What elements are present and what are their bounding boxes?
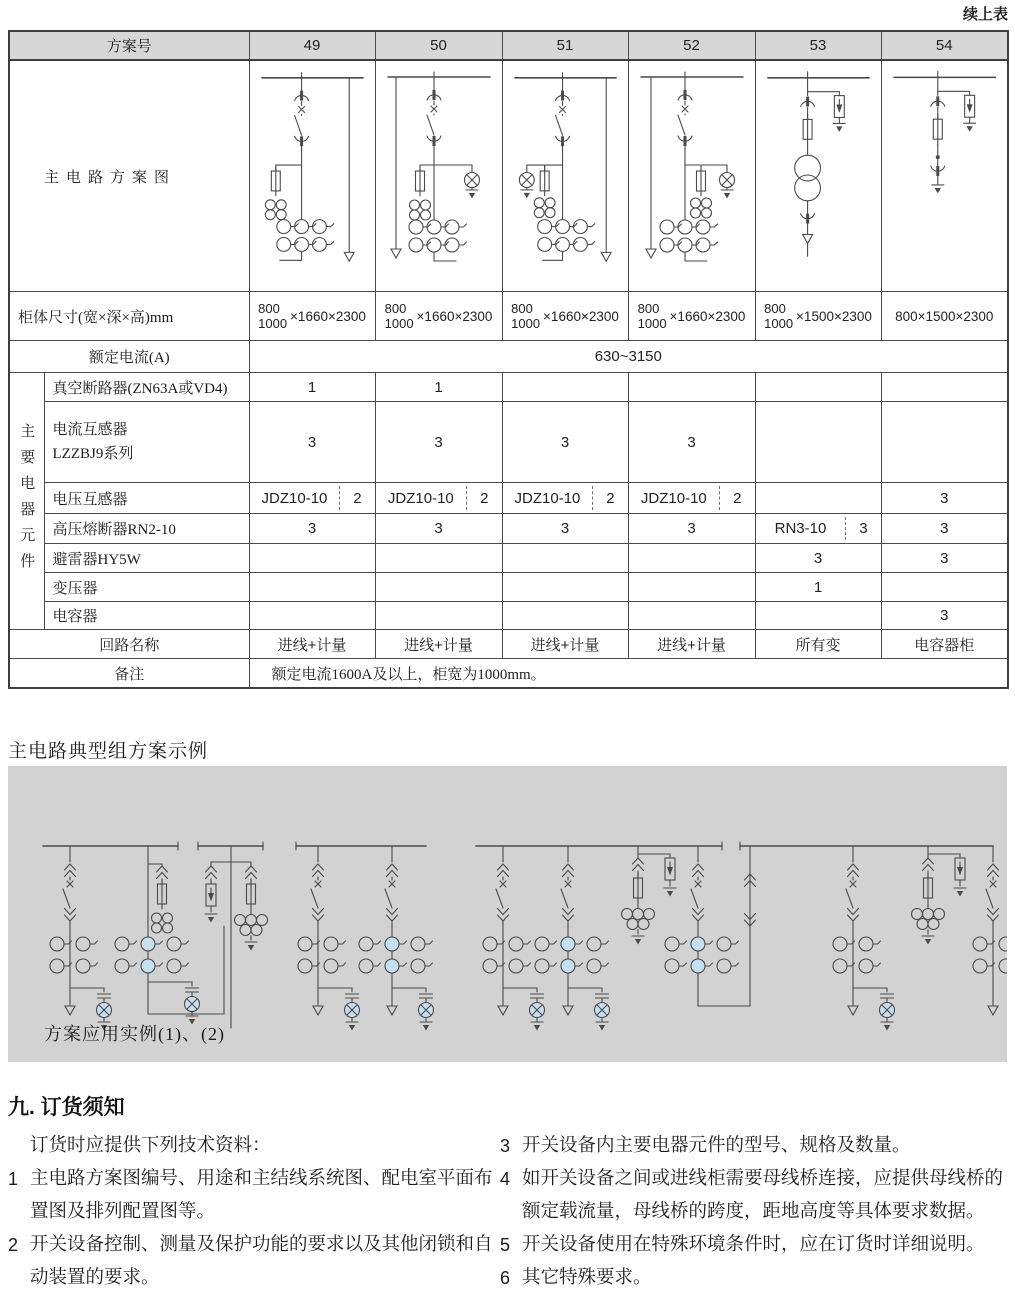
dimensions-52: 800 1000 ×1660×2300 — [628, 292, 755, 341]
ordering-item-3: 3 开关设备内主要电器元件的型号、规格及数量。 — [500, 1136, 911, 1156]
ct-51: 3 — [502, 402, 628, 483]
components-group-label: 主要电器元件 — [9, 373, 44, 630]
ordering-item-4: 4 如开关设备之间或进线柜需要母线桥连接，应提供母线桥的额定载流量，母线桥的跨度，距地高度等具体要求数据。 — [500, 1169, 1004, 1222]
scheme-52-diagram — [628, 60, 755, 292]
dimensions-label: 柜体尺寸(宽×深×高)mm — [9, 292, 249, 341]
arrester-label: 避雷器HY5W — [44, 544, 249, 573]
diagram-row — [9, 60, 1008, 292]
capacitor-51 — [502, 602, 628, 630]
fuse-50: 3 — [375, 514, 502, 544]
ordering-item-5: 5 开关设备使用在特殊环境条件时，应在订货时详细说明。 — [500, 1235, 985, 1255]
scheme-number-header: 方案号 — [9, 31, 249, 60]
remark-value: 额定电流1600A及以上，柜宽为1000mm。 — [249, 659, 1008, 689]
circuit-53: 所有变 — [755, 630, 881, 659]
scheme-col-49: 49 — [249, 31, 375, 60]
examples-caption: 方案应用实例(1)、(2) — [44, 1024, 225, 1044]
capacitor-label: 电容器 — [44, 602, 249, 630]
fuse-53: RN3-10 3 — [755, 514, 881, 544]
circuit-52: 进线+计量 — [628, 630, 755, 659]
fuse-49: 3 — [249, 514, 375, 544]
dimensions-51: 800 1000 ×1660×2300 — [502, 292, 628, 341]
hv-fuse-row — [9, 514, 1008, 544]
ct-50: 3 — [375, 402, 502, 483]
circuit-name-row — [9, 630, 1008, 659]
scheme-49-diagram — [249, 60, 375, 292]
breaker-49: 1 — [249, 373, 375, 402]
rated-current-label: 额定电流(A) — [9, 341, 249, 373]
ordering-section — [8, 1096, 1008, 1295]
examples-title: 主电路典型组方案示例 — [8, 741, 209, 762]
fuse-label: 高压熔断器RN2-10 — [44, 514, 249, 544]
ct-label: 电流互感器 LZZBJ9系列 — [44, 402, 249, 483]
rated-current-row — [9, 341, 1008, 373]
breaker-50: 1 — [375, 373, 502, 402]
vt-51: JDZ10-10 2 — [502, 483, 628, 514]
diagram-row-label: 主电路方案图 — [9, 60, 249, 292]
ordering-item-6: 6 其它特殊要求。 — [500, 1268, 652, 1288]
arrester-50 — [375, 544, 502, 573]
ordering-intro: 订货时应提供下列技术资料： — [30, 1136, 271, 1156]
capacitor-52 — [628, 602, 755, 630]
capacitor-54: 3 — [881, 602, 1008, 630]
transformer-50 — [375, 573, 502, 602]
scheme-53-diagram — [755, 60, 881, 292]
scheme-col-50: 50 — [375, 31, 502, 60]
remark-label: 备注 — [9, 659, 249, 689]
continuation-note: 续上表 — [962, 7, 1008, 23]
arrester-51 — [502, 544, 628, 573]
transformer-52 — [628, 573, 755, 602]
breaker-53 — [755, 373, 881, 402]
ct-49: 3 — [249, 402, 375, 483]
dimensions-54: 800×1500×2300 — [881, 292, 1008, 341]
dimensions-49: 800 1000 ×1660×2300 — [249, 292, 375, 341]
fuse-51: 3 — [502, 514, 628, 544]
ct-53 — [755, 402, 881, 483]
transformer-53: 1 — [755, 573, 881, 602]
scheme-col-54: 54 — [881, 31, 1008, 60]
table-header-row — [9, 31, 1008, 60]
fuse-54: 3 — [881, 514, 1008, 544]
scheme-51-diagram — [502, 60, 628, 292]
circuit-51: 进线+计量 — [502, 630, 628, 659]
breaker-row — [9, 373, 1008, 402]
ordering-item-1: 1 主电路方案图编号、用途和主结线系统图、配电室平面布置图及排列配置图等。 — [8, 1169, 493, 1222]
breaker-label: 真空断路器(ZN63A或VD4) — [44, 373, 249, 402]
arrester-54: 3 — [881, 544, 1008, 573]
ordering-item-2: 2 开关设备控制、测量及保护功能的要求以及其他闭锁和自动装置的要求。 — [8, 1235, 493, 1288]
circuit-49: 进线+计量 — [249, 630, 375, 659]
breaker-54 — [881, 373, 1008, 402]
vt-52: JDZ10-10 2 — [628, 483, 755, 514]
fuse-52: 3 — [628, 514, 755, 544]
arrester-52 — [628, 544, 755, 573]
circuit-name-label: 回路名称 — [9, 630, 249, 659]
scheme-col-51: 51 — [502, 31, 628, 60]
transformer-label: 变压器 — [44, 573, 249, 602]
transformer-row — [9, 573, 1008, 602]
ct-52: 3 — [628, 402, 755, 483]
capacitor-53 — [755, 602, 881, 630]
scheme-col-53: 53 — [755, 31, 881, 60]
scheme-spec-table — [8, 30, 1009, 689]
circuit-54: 电容器柜 — [881, 630, 1008, 659]
transformer-54 — [881, 573, 1008, 602]
vt-label: 电压互感器 — [44, 483, 249, 514]
capacitor-row — [9, 602, 1008, 630]
ordering-right-column — [500, 1130, 1008, 1295]
example-schemes-diagram — [8, 766, 1007, 1062]
transformer-51 — [502, 573, 628, 602]
voltage-transformer-row — [9, 483, 1008, 514]
dimensions-row — [9, 292, 1008, 341]
arrester-row — [9, 544, 1008, 573]
ordering-title: 九. 订货须知 — [8, 1096, 125, 1119]
capacitor-49 — [249, 602, 375, 630]
breaker-52 — [628, 373, 755, 402]
circuit-50: 进线+计量 — [375, 630, 502, 659]
vt-54: 3 — [881, 483, 1008, 514]
ordering-left-column — [8, 1130, 500, 1295]
current-transformer-row — [9, 402, 1008, 483]
dimensions-50: 800 1000 ×1660×2300 — [375, 292, 502, 341]
scheme-50-diagram — [375, 60, 502, 292]
transformer-49 — [249, 573, 375, 602]
ct-54 — [881, 402, 1008, 483]
examples-panel — [8, 766, 1007, 1062]
arrester-53: 3 — [755, 544, 881, 573]
capacitor-50 — [375, 602, 502, 630]
arrester-49 — [249, 544, 375, 573]
dimensions-53: 800 1000 ×1500×2300 — [755, 292, 881, 341]
vt-49: JDZ10-10 2 — [249, 483, 375, 514]
vt-50: JDZ10-10 2 — [375, 483, 502, 514]
scheme-54-diagram — [881, 60, 1008, 292]
scheme-col-52: 52 — [628, 31, 755, 60]
vt-53 — [755, 483, 881, 514]
remark-row — [9, 659, 1008, 689]
breaker-51 — [502, 373, 628, 402]
rated-current-value: 630~3150 — [249, 341, 1008, 373]
